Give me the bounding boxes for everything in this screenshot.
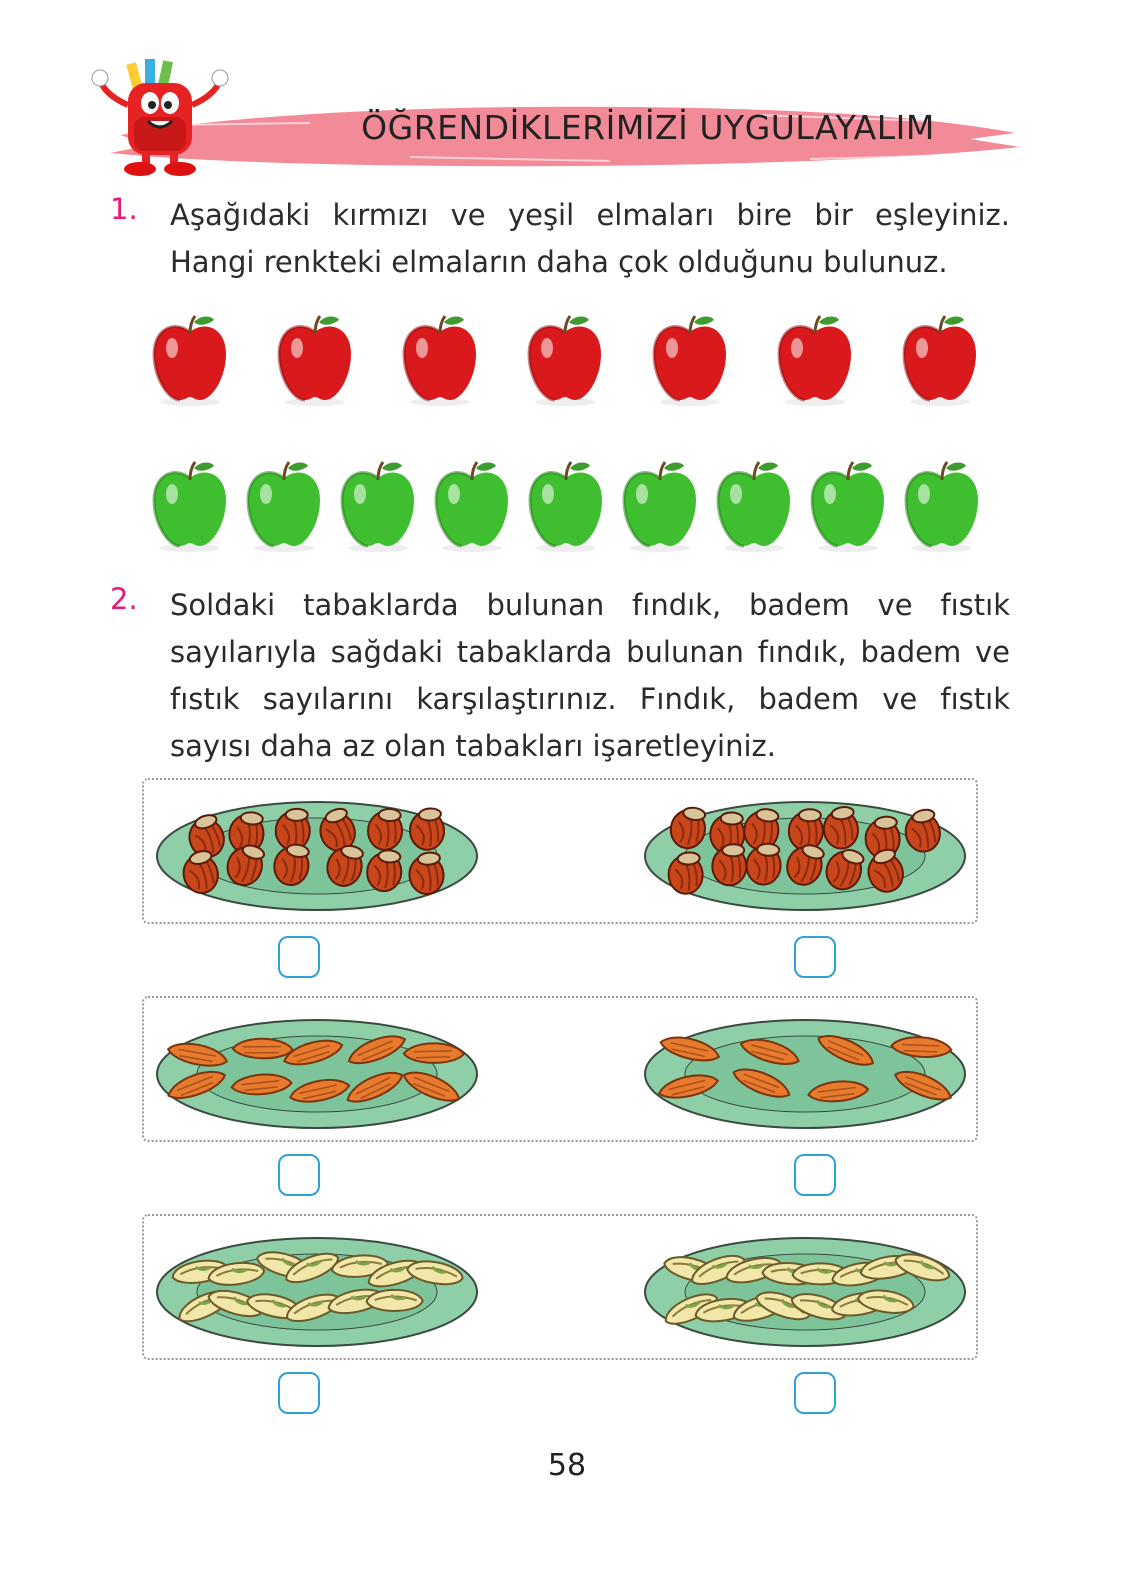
left-plate — [152, 788, 482, 916]
red-apple-icon — [650, 312, 730, 407]
question-1 — [110, 192, 1010, 292]
red-apple-icon — [775, 312, 855, 407]
red-apple-icon — [900, 312, 980, 407]
page-title: ÖĞRENDİKLERİMİZİ UYGULAYALIM — [361, 108, 935, 147]
green-apple-icon — [620, 458, 700, 553]
right-plate-checkbox[interactable] — [794, 1154, 836, 1196]
green-apple-icon — [526, 458, 606, 553]
schoolbag-mascot-icon — [90, 55, 230, 180]
red-apple-icon — [525, 312, 605, 407]
right-plate-checkbox[interactable] — [794, 1372, 836, 1414]
green-apple-icon — [714, 458, 794, 553]
right-plate — [640, 788, 970, 916]
red-apple-icon — [400, 312, 480, 407]
question-2 — [110, 582, 1010, 782]
left-plate — [152, 1224, 482, 1352]
green-apple-row — [140, 458, 990, 558]
green-apple-icon — [338, 458, 418, 553]
left-plate-checkbox[interactable] — [278, 936, 320, 978]
left-plate-checkbox[interactable] — [278, 1154, 320, 1196]
question-text: Aşağıdaki kırmızı ve yeşil elmaları bire bir eşleyiniz. Hangi renkteki elmaların daha çok olduğunu bulunuz. — [170, 198, 1010, 279]
page-header — [90, 55, 1030, 185]
red-apple-icon — [150, 312, 230, 407]
question-number: 1. — [110, 192, 138, 226]
right-plate — [640, 1224, 970, 1352]
question-text: Soldaki tabaklarda bulunan fındık, badem ve fıstık sayılarıyla sağdaki tabaklarda bulunan fındık, badem ve fıstık sayılarını karşılaştırınız. Fındık, badem ve fıstık sayısı daha az olan tabakları işaretleyiniz. — [170, 588, 1010, 763]
right-plate — [640, 1006, 970, 1134]
question-number: 2. — [110, 582, 138, 616]
right-plate-checkbox[interactable] — [794, 936, 836, 978]
red-apple-row — [140, 312, 990, 412]
green-apple-icon — [808, 458, 888, 553]
left-plate — [152, 1006, 482, 1134]
green-apple-icon — [902, 458, 982, 553]
green-apple-icon — [150, 458, 230, 553]
pistachio-tray-row — [142, 1214, 978, 1360]
red-apple-icon — [275, 312, 355, 407]
hazelnut-tray-row — [142, 778, 978, 924]
page-number: 58 — [547, 1448, 587, 1483]
left-plate-checkbox[interactable] — [278, 1372, 320, 1414]
green-apple-icon — [432, 458, 512, 553]
almond-tray-row — [142, 996, 978, 1142]
green-apple-icon — [244, 458, 324, 553]
